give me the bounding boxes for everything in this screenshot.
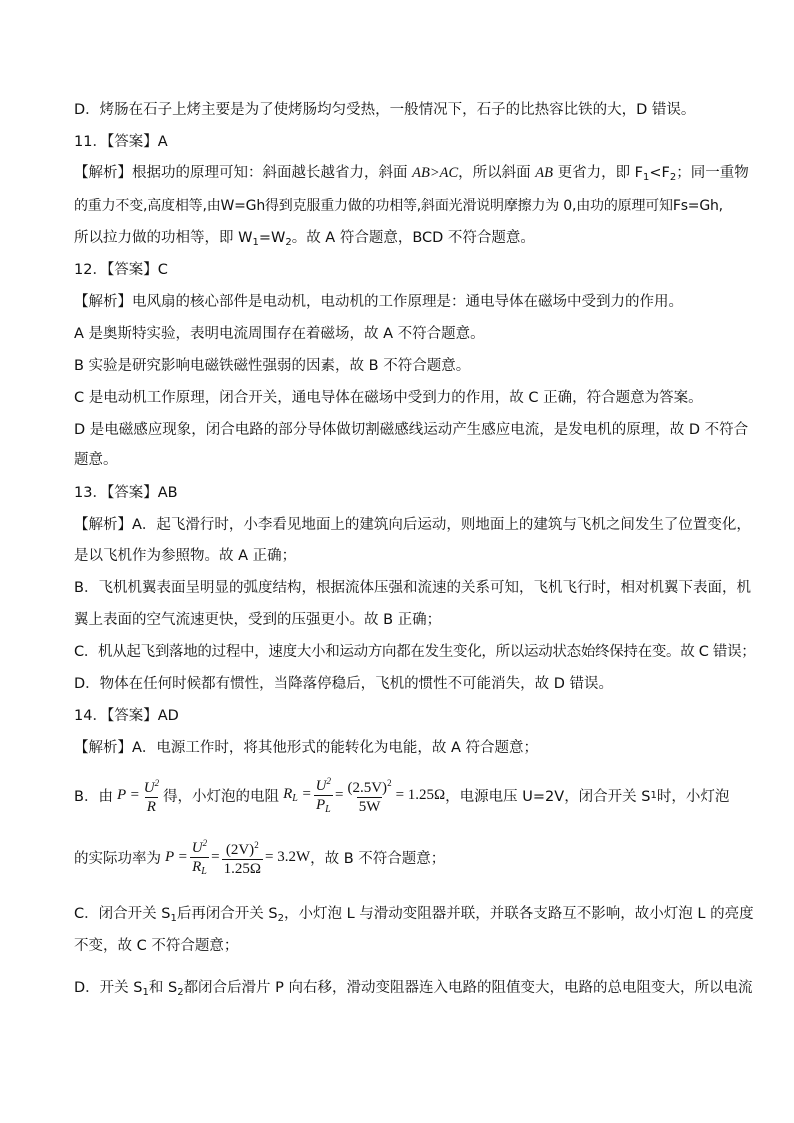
analysis-11-line1 <box>74 163 749 188</box>
math-span: P <box>315 796 326 813</box>
analysis-12-line6: 题意。 <box>74 452 118 468</box>
math-span: = 3.2W <box>264 848 311 865</box>
analysis-13-line4: 翼上表面的空气流速更快，受到的压强更小。故 B 正确； <box>74 612 442 628</box>
analysis-14-line2 <box>74 772 729 818</box>
subscript: 1 <box>650 789 657 801</box>
analysis-14-line1: 【解析】A．电源工作时，将其他形式的能转化为电能，故 A 符合题意； <box>74 740 539 756</box>
math-span: AB>AC <box>412 165 459 181</box>
text-span: ，所以斜面 <box>458 165 536 181</box>
text-span: ；同一重物 <box>676 165 749 181</box>
text-span: 更省力，即 F <box>552 165 644 181</box>
text-span: 的实际功率为 <box>74 850 161 867</box>
analysis-14-line4 <box>74 904 754 929</box>
analysis-12-line1: 【解析】电风扇的核心部件是电动机，电动机的工作原理是：通电导体在磁场中受到力的作用。 <box>74 294 683 310</box>
fraction-numerator <box>190 835 209 857</box>
subscript: 2 <box>277 913 285 924</box>
fraction <box>142 775 161 815</box>
analysis-12-line5: D 是电磁感应现象，闭合电路的部分导体做切割磁感线运动产生感应电流，是发电机的原理，故 D 不符合 <box>74 422 749 438</box>
superscript: 2 <box>254 840 259 850</box>
fraction-denominator: 5W <box>358 799 381 815</box>
math-span: R <box>192 858 202 875</box>
text-span: 后再闭合开关 S <box>176 906 278 922</box>
fraction-numerator <box>224 837 261 859</box>
text-span: C．闭合开关 S <box>74 906 171 922</box>
fraction-denominator <box>190 857 209 880</box>
text-span: D．开关 S <box>74 980 143 996</box>
fraction-denominator <box>314 795 333 818</box>
subscript: 1 <box>252 237 259 248</box>
fraction <box>314 773 333 818</box>
analysis-13-line2: 是以飞机作为参照物。故 A 正确； <box>74 548 297 564</box>
analysis-11-line2: 的重力不变,高度相等,由W=Gh得到克服重力做的功相等,斜面光滑说明摩擦力为 0,由功的原理可知Fs=Gh, <box>74 198 723 214</box>
superscript: 2 <box>154 778 160 788</box>
analysis-12-line2: A 是奥斯特实验，表明电流周围存在着磁场，故 A 不符合题意。 <box>74 326 485 342</box>
fraction-numerator <box>142 775 161 797</box>
text-span: 时，小灯泡 <box>656 788 730 805</box>
text-span: B．由 <box>74 788 113 805</box>
analysis-14-line3 <box>74 834 445 880</box>
math-span: P = <box>165 848 188 865</box>
math-span: U <box>191 839 203 856</box>
text-span: 【解析】根据功的原理可知：斜面越长越省力，斜面 <box>74 165 413 181</box>
text-span: <F <box>649 165 670 181</box>
math-span: U <box>143 780 155 796</box>
subscript: 1 <box>643 172 650 183</box>
text-line: D．烤肠在石子上烤主要是为了使烤肠均匀受热，一般情况下，石子的比热容比铁的大，D 错误。 <box>74 102 696 118</box>
superscript: 2 <box>202 837 208 848</box>
subscript: 2 <box>285 237 292 248</box>
math-span: = <box>211 848 220 865</box>
subscript: L <box>201 865 207 877</box>
math-span: = <box>335 786 344 803</box>
answer-12: 12．【答案】C <box>74 262 168 278</box>
analysis-14-line5: 不变，故 C 不符合题意； <box>74 938 239 954</box>
superscript: 2 <box>387 778 392 788</box>
analysis-13-line6: D．物体在任何时候都有惯性，当降落停稳后，飞机的惯性不可能消失，故 D 错误。 <box>74 676 614 692</box>
math-span: $R_L$ = <box>283 786 312 804</box>
text-span: 和 S <box>148 980 178 996</box>
answer-14: 14．【答案】AD <box>74 708 179 724</box>
text-span: =W <box>258 230 286 246</box>
subscript: 1 <box>170 913 177 924</box>
text-span: ，故 B 不符合题意； <box>310 850 446 867</box>
fraction <box>345 775 393 815</box>
analysis-13-line1: 【解析】A．起飞滑行时，小李看见地面上的建筑向后运动，则地面上的建筑与飞机之间发生了位置变化， <box>74 517 751 533</box>
fraction-denominator: R <box>146 799 156 815</box>
fraction <box>190 835 209 880</box>
analysis-13-line5: C．机从起飞到落地的过程中，速度大小和运动方向都在发生变化，所以运动状态始终保持在变。故 C 错误； <box>74 644 756 660</box>
answer-11: 11．【答案】A <box>74 134 168 150</box>
text-span: ，电源电压 U=2V，闭合开关 S <box>445 788 651 805</box>
math-span: P = <box>116 786 140 803</box>
subscript: 2 <box>669 172 677 183</box>
text-span: ，小灯泡 L 与滑动变阻器并联，并联各支路互不影响，故小灯泡 L 的亮度 <box>284 906 754 922</box>
fraction <box>222 837 263 877</box>
fraction-numerator <box>345 775 393 797</box>
subscript: L <box>292 793 298 804</box>
math-span: (2V) <box>225 842 255 858</box>
analysis-12-line3: B 实验是研究影响电磁铁磁性强弱的因素，故 B 不符合题意。 <box>74 358 471 374</box>
subscript: L <box>325 803 331 815</box>
text-span: 得，小灯泡的电阻 <box>163 788 280 805</box>
text-span: 所以拉力做的功相等，即 W <box>74 230 253 246</box>
math-span: U <box>315 777 327 794</box>
analysis-14-line6 <box>74 978 753 1003</box>
fraction-numerator <box>314 773 333 795</box>
math-span: (2.5V) <box>347 780 388 796</box>
subscript: 2 <box>177 987 184 998</box>
subscript: 1 <box>142 987 149 998</box>
analysis-11-line3 <box>74 228 535 253</box>
math-span: = 1.25Ω <box>395 786 446 803</box>
superscript: 2 <box>326 775 332 786</box>
answer-13: 13．【答案】AB <box>74 485 178 501</box>
analysis-13-line3: B．飞机机翼表面呈明显的弧度结构，根据流体压强和流速的关系可知，飞机飞行时，相对机翼下表面，机 <box>74 580 751 596</box>
text-span: 都闭合后滑片 P 向右移，滑动变阻器连入电路的阻值变大，电路的总电阻变大，所以电流 <box>183 980 753 996</box>
fraction-denominator: 1.25Ω <box>223 861 261 877</box>
math-span: R <box>283 786 293 802</box>
analysis-12-line4: C 是电动机工作原理，闭合开关，通电导体在磁场中受到力的作用，故 C 正确，符合题意为答案。 <box>74 390 703 406</box>
text-span: 。故 A 符合题意，BCD 不符合题意。 <box>291 230 535 246</box>
math-span: AB <box>535 165 553 181</box>
